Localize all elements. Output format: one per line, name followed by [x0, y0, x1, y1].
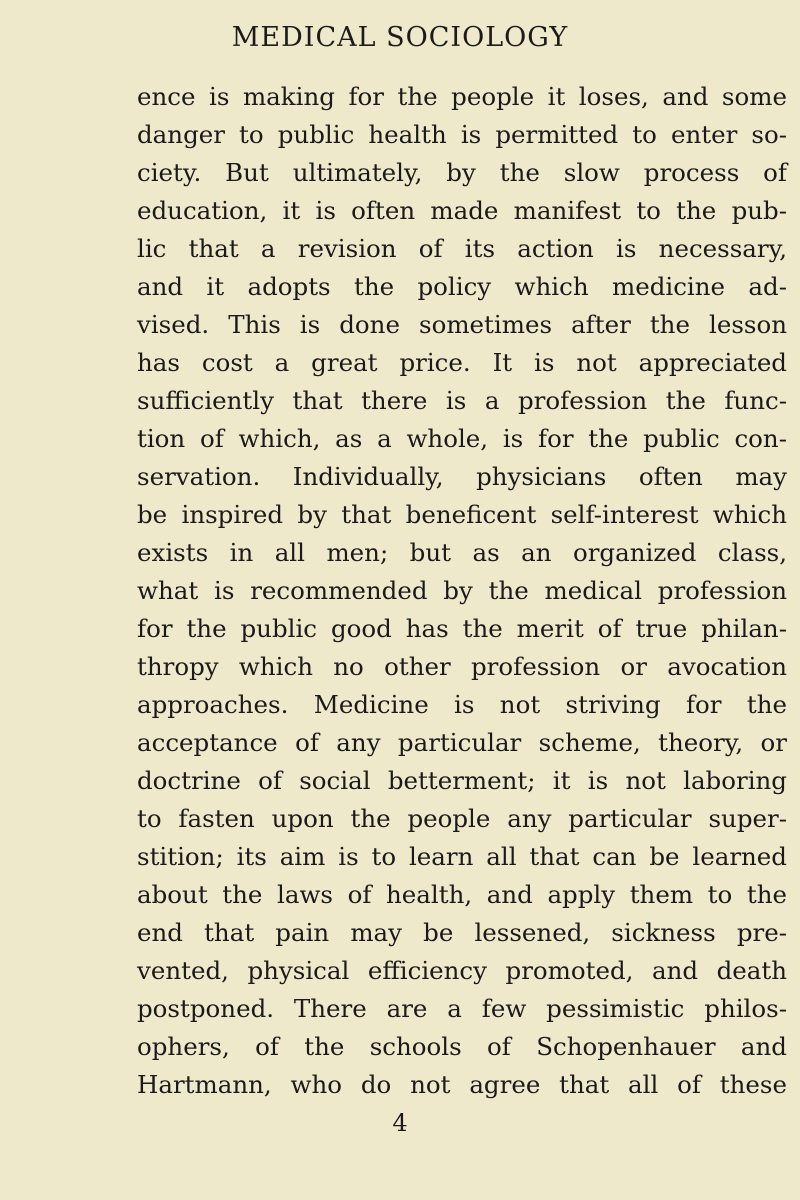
text-line: exists in all men; but as an organized class,	[137, 538, 787, 567]
text-line: ciety. But ultimately, by the slow process of	[137, 158, 787, 187]
text-line: be inspired by that beneficent self-interest which	[137, 500, 787, 529]
text-line: approaches. Medicine is not striving for the	[137, 690, 787, 719]
text-line: Hartmann, who do not agree that all of these	[137, 1070, 787, 1099]
text-line: to fasten upon the people any particular super-	[137, 804, 787, 833]
text-line: vented, physical efficiency promoted, and death	[137, 956, 787, 985]
text-line: sufficiently that there is a profession the func-	[137, 386, 787, 415]
text-line: has cost a great price. It is not appreciated	[137, 348, 787, 377]
text-line: danger to public health is permitted to enter so-	[137, 120, 787, 149]
page-number: 4	[392, 1109, 408, 1137]
text-line: and it adopts the policy which medicine ad-	[137, 272, 787, 301]
text-line: tion of which, as a whole, is for the public con-	[137, 424, 787, 453]
text-line: vised. This is done sometimes after the lesson	[137, 310, 787, 339]
text-line: education, it is often made manifest to the pub-	[137, 196, 787, 225]
text-line: lic that a revision of its action is necessary,	[137, 234, 787, 263]
text-line: what is recommended by the medical profession	[137, 576, 787, 605]
text-line: thropy which no other profession or avocation	[137, 652, 787, 681]
text-line: acceptance of any particular scheme, theory, or	[137, 728, 787, 757]
text-line: ophers, of the schools of Schopenhauer and	[137, 1032, 787, 1061]
text-line: doctrine of social betterment; it is not laboring	[137, 766, 787, 795]
running-head: MEDICAL SOCIOLOGY	[231, 22, 569, 53]
text-line: ence is making for the people it loses, and some	[137, 82, 787, 111]
text-line: about the laws of health, and apply them to the	[137, 880, 787, 909]
body-text	[137, 78, 787, 1104]
text-line: servation. Individually, physicians often may	[137, 462, 787, 491]
text-line: stition; its aim is to learn all that can be learned	[137, 842, 787, 871]
text-line: for the public good has the merit of true philan-	[137, 614, 787, 643]
text-line: postponed. There are a few pessimistic philos-	[137, 994, 787, 1023]
text-line: end that pain may be lessened, sickness pre-	[137, 918, 787, 947]
